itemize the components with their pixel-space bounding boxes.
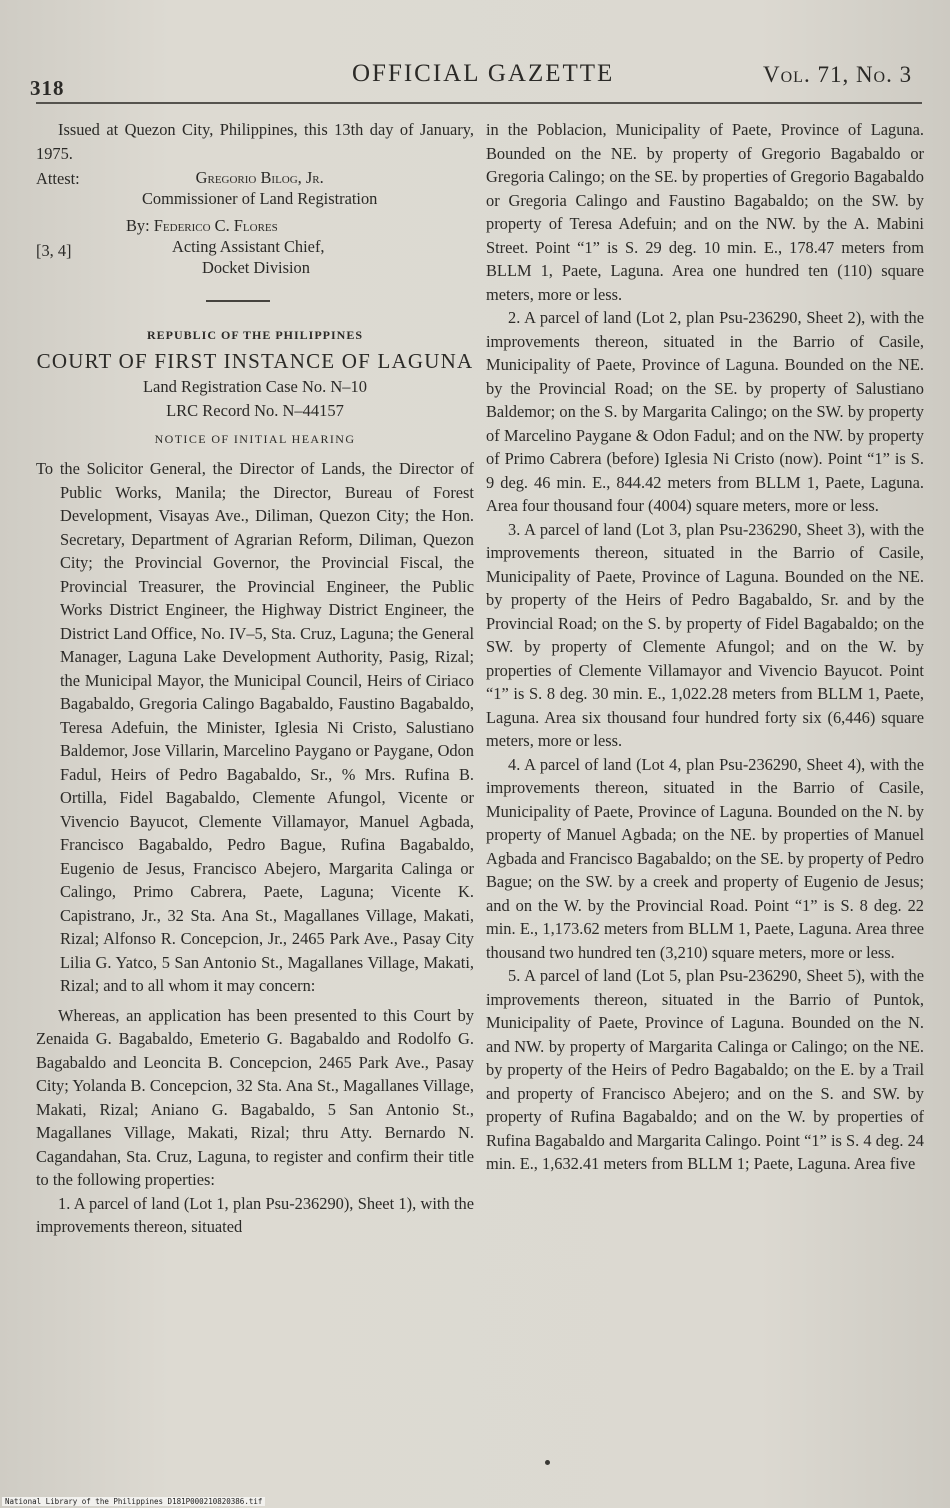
signatory-block — [142, 167, 377, 209]
scan-footer: National Library of the Philippines D181P000210820386.tif — [2, 1497, 265, 1506]
page-dot — [545, 1460, 550, 1465]
signatory-name: Gregorio Bilog, Jr. — [195, 168, 324, 187]
header-rule — [36, 102, 922, 104]
by-title-line1: Acting Assistant Chief, — [172, 237, 325, 256]
lot5-paragraph: 5. A parcel of land (Lot 5, plan Psu-236290, Sheet 5), with the improvements thereon, situated in the Barrio of Puntok, Municipality of Paete, Province of Laguna. Bounded on the N. and NW. by property of Margarita Calinga or Calingo; on the NE. by property of the Heirs of Pedro Bagabaldo; on the E. by a Trail and property of Francisco Abejero; and on the S. and SW. by property of Rufina Bagabaldo; and on the W. by properties of Rufina Bagabaldo and Margarita Calingo. Point “1” is S. 4 deg. 24 min. E., 1,632.41 meters from BLLM 1; Paete, Laguna. Area five — [486, 966, 924, 1173]
notice-heading: NOTICE OF INITIAL HEARING — [154, 431, 356, 446]
addressees-paragraph: To the Solicitor General, the Director of Lands, the Director of Public Works, Manila; the Director, Bureau of Forest Development, Visayas Ave., Diliman, Quezon City; the Hon. Secretary, Department of Agrarian Reform, Diliman, Quezon City; the Provincial Governor, the Provincial Fiscal, the Provincial Treasurer, the Provincial Engineer, the Public Works District Engineer, the Highway District Engineer, the District Land Office, No. IV–5, Sta. Cruz, Laguna; the General Manager, Laguna Lake Development Authority, Pasig, Rizal; the Municipal Mayor, the Municipal Council, Heirs of Ciriaco Bagabaldo, Gregoria Calingo Bagabaldo, Faustino Bagabaldo, Teresa Adefuin, the Minister, Iglesia Ni Cristo, Salustiano Baldemor, Jose Villarin, Marcelino Paygano or Paygane, Odon Fadul, Heirs of Pedro Bagabaldo, Sr., % Mrs. Rufina B. Ortilla, Fidel Bagabaldo, Clemente Afungol, Vicente or Vivencio Bayucot, Clemente Villamayor, Manuel Agbada, Francisco Bagabaldo, Pedro Bague, Rufina Bagabaldo, Eugenio de Jesus, Francisco Abejero, Margarita Calinga or Calingo, Primo Cabrera, Paete, Laguna; Vicente K. Capistrano, Jr., 32 Sta. Ana St., Magallanes Village, Makati, Rizal; Alfonso R. Concepcion, Jr., 2465 Park Ave., Pasay City Lilia G. Yatco, 5 San Antonio St., Magallanes Village, Makati, Rizal; and to all whom it may concern: — [36, 459, 474, 995]
issued-paragraph: Issued at Quezon City, Philippines, this 13th day of January, 1975. — [36, 120, 474, 163]
lot3-paragraph: 3. A parcel of land (Lot 3, plan Psu-236290, Sheet 3), with the improvements thereon, situated in the Barrio of Casile, Municipality of Paete, Province of Laguna. Bounded on the NE. by property of the Heirs of Pedro Bagabaldo, Sr. and by the Provincial Road; on the S. by property of Fidel Bagabaldo; on the SW. by property of Clemente Afungol; and on the W. by properties of Clemente Villamayor and Vivencio Bayucot. Point “1” is S. 8 deg. 30 min. E., 1,022.28 meters from BLLM 1, Paete, Laguna. Area six thousand four hundred forty six (6,446) square meters, more or less. — [486, 519, 924, 750]
republic-heading: REPUBLIC OF THE PHILIPPINES — [146, 328, 364, 342]
attest-line — [36, 167, 474, 209]
lot4-paragraph: 4. A parcel of land (Lot 4, plan Psu-236290, Sheet 4), with the improvements thereon, situated in the Barrio of Casile, Municipality of Paete, Province of Laguna. Bounded on the N. by property of Manuel Agbada; on the NE. by properties of Manuel Agbada and Francisco Bagabaldo; on the SE. by property of Pedro Bague; on the SW. by a creek and property of Eugenio de Jesus; and on the W. by the Provincial Road. Point “1” is S. 8 deg. 22 min. E., 1,173.62 meters from BLLM 1, Paete, Laguna. Area three thousand two hundred ten (3,210) square meters, more or less. — [486, 754, 924, 962]
reference-number: [3, 4] — [36, 241, 72, 260]
lot2-paragraph: 2. A parcel of land (Lot 2, plan Psu-236290, Sheet 2), with the improvements thereon, situated in the Barrio of Casile, Municipality of Paete, Province of Laguna. Bounded on the NE. by the Provincial Road; on the SE. by property of Salustiano Baldemor; on the S. by Margarita Calingo; on the SW. by property of Marcelino Paygane & Odon Fadul; and on the NW. by property of Primo Cabrera (before) Iglesia Ni Cristo (now). Point “1” is S. 9 deg. 46 min. E., 844.42 meters from BLLM 1, Paete, Laguna. Area four thousand four (4004) square meters, more or less. — [486, 308, 924, 515]
signatory-title: Commissioner of Land Registration — [142, 189, 378, 208]
volume-number: Vol. 71, No. 3 — [763, 62, 913, 87]
by-name: Federico C. Flores — [153, 216, 278, 235]
lrc-record-number: LRC Record No. N–44157 — [166, 400, 344, 420]
court-heading: COURT OF FIRST INSTANCE OF LAGUNA — [36, 348, 474, 373]
attest-label: Attest: — [36, 169, 80, 188]
lot1-paragraph-cont: in the Poblacion, Municipality of Paete, Province of Laguna. Bounded on the NE. by property of Gregorio Bagabaldo or Gregoria Calingo; on the SE. by properties of Gregorio Bagabaldo or Gregoria Calingo and Faustino Bagabaldo; on the SW. by property of Teresa Adefuin; and on the NW. by the A. Mabini Street. Point “1” is S. 29 deg. 10 min. E., 178.47 meters from BLLM 1, Paete, Laguna. Area one hundred ten (110) square meters, more or less. — [486, 120, 924, 304]
page-number: 318 — [30, 76, 65, 100]
case-number: Land Registration Case No. N–10 — [142, 376, 368, 396]
publication-title: OFFICIAL GAZETTE — [352, 60, 615, 87]
left-column — [36, 118, 474, 1239]
whereas-paragraph: Whereas, an application has been presented to this Court by Zenaida G. Bagabaldo, Emeterio G. Bagabaldo and Rodolfo G. Bagabaldo and Leoncita B. Concepcion, 2465 Park Ave., Pasay City; Yolanda B. Concepcion, 32 Sta. Ana St., Magallanes Village, Makati, Rizal; Aniano G. Bagabaldo, 5 San Antonio St., Magallanes Village, Makati, Rizal; thru Atty. Bernardo N. Cagandahan, Sta. Cruz, Laguna, to register and confirm their title to the following properties: — [36, 1005, 474, 1189]
by-line — [36, 215, 474, 278]
right-column — [486, 118, 924, 1176]
by-title-line2: Docket Division — [202, 258, 310, 277]
by-label: By: — [126, 216, 150, 235]
page-header — [0, 58, 950, 98]
lot1-paragraph-start: 1. A parcel of land (Lot 1, plan Psu-236290), Sheet 1), with the improvements thereon, situated — [36, 1193, 474, 1236]
section-divider — [206, 300, 270, 302]
by-signatory-block — [126, 215, 325, 278]
